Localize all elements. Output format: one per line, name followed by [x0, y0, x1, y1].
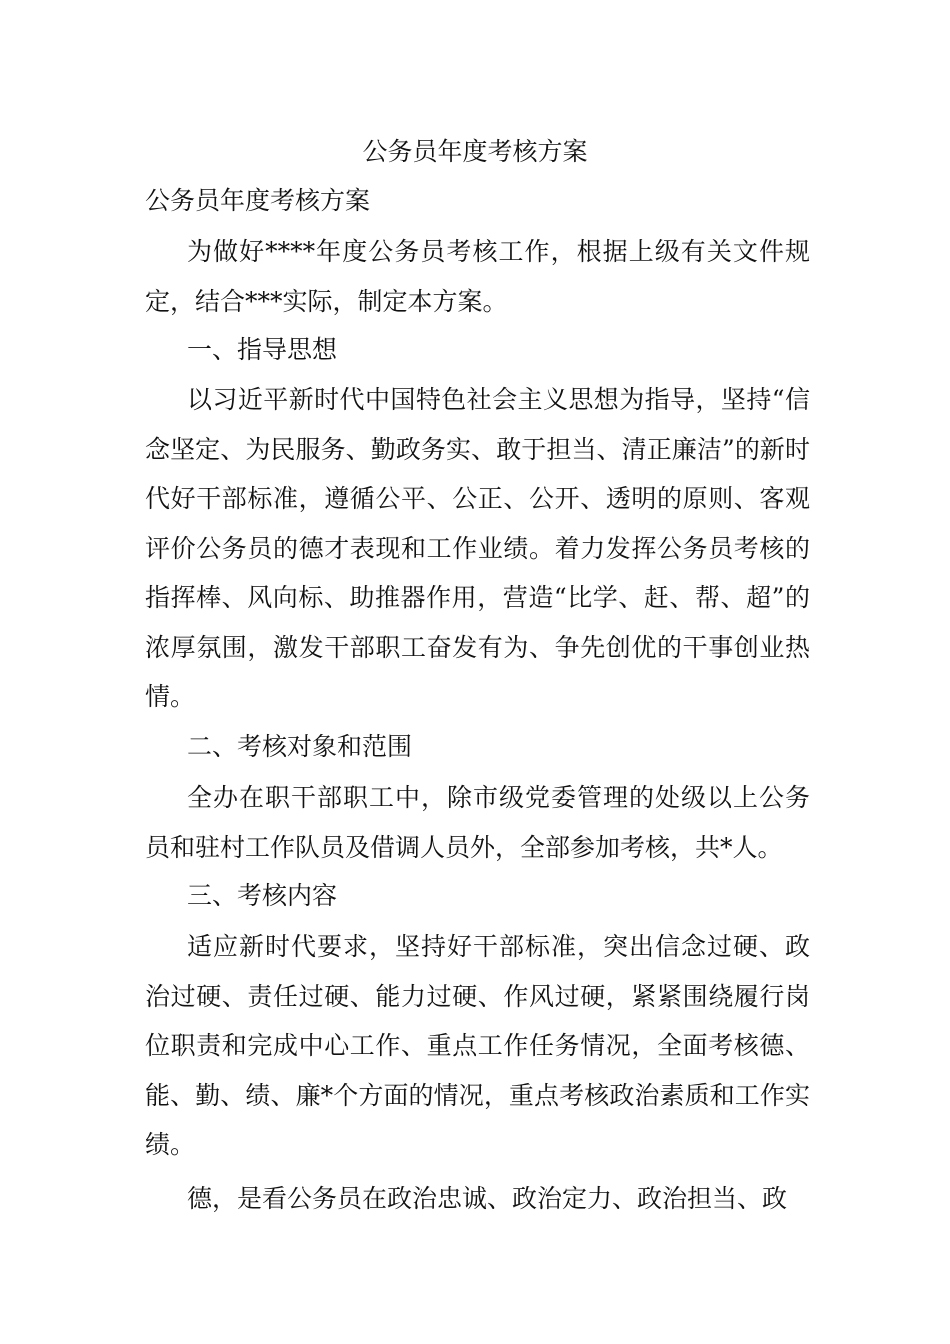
section-body-content: 适应新时代要求，坚持好干部标准，突出信念过硬、政治过硬、责任过硬、能力过硬、作风过硬，紧紧围绕履行岗位职责和完成中心工作、重点工作任务情况，全面考核德、能、勤、绩、廉*个方面的情况，重点考核政治素质和工作实绩。 [145, 932, 810, 1159]
last-paragraph: 德，是看公务员在政治忠诚、政治定力、政治担当、政 [187, 1184, 788, 1213]
section-body-guiding-ideology: 以习近平新时代中国特色社会主义思想为指导，坚持“信念坚定、为民服务、勤政务实、敢于担当、清正廉洁”的新时代好干部标准，遵循公平、公正、公开、透明的原则、客观评价公务员的德才表现和工作业绩。着力发挥公务员考核的指挥棒、风向标、助推器作用，营造“比学、赶、帮、超”的浓厚氛围，激发干部职工奋发有为、争先创优的干事创业热情。 [145, 385, 810, 711]
intro-paragraph: 为做好****年度公务员考核工作，根据上级有关文件规定，结合***实际，制定本方案。 [145, 237, 810, 316]
section-heading-guiding-ideology: 一、指导思想 [187, 335, 338, 364]
section-heading-content: 三、考核内容 [187, 881, 338, 910]
section-body-scope: 全办在职干部职工中，除市级党委管理的处级以上公务员和驻村工作队员及借调人员外，全部参加考核，共*人。 [145, 783, 810, 862]
document-subtitle: 公务员年度考核方案 [145, 186, 371, 215]
section-heading-scope: 二、考核对象和范围 [187, 732, 413, 761]
document-title: 公务员年度考核方案 [362, 137, 588, 166]
